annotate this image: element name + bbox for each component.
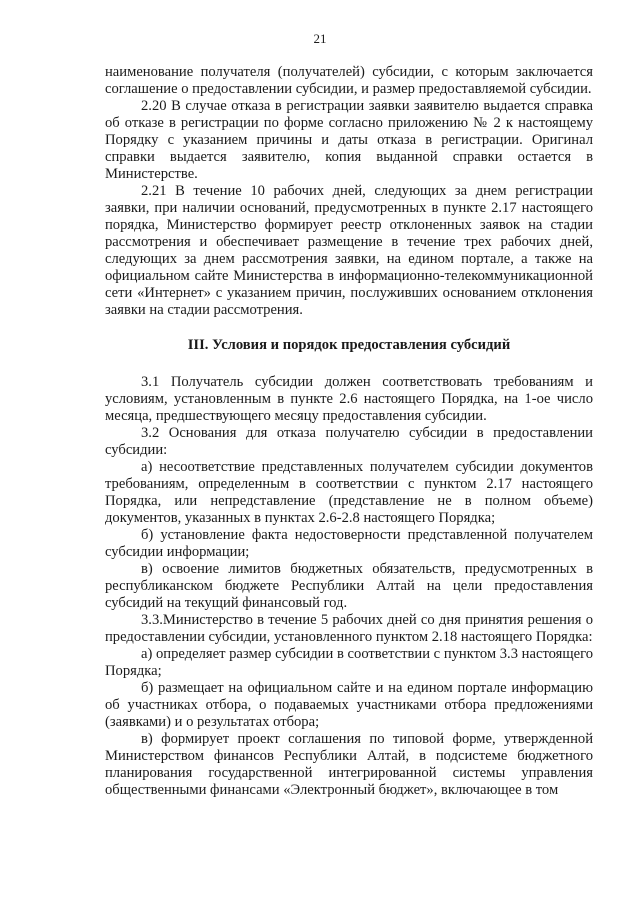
paragraph-recipient-name: наименование получателя (получателей) субсидии, с которым заключается соглашение о предоставлении субсидии, и размер предоставляемой субсидии. — [105, 64, 593, 97]
page-number: 21 — [313, 31, 327, 46]
paragraph-3-1: 3.1 Получатель субсидии должен соответствовать требованиям и условиям, установленным в пункте 2.6 настоящего Порядка, на 1-ое число месяца, предшествующего месяцу предоставления субсидии. — [105, 374, 593, 424]
paragraph-3-2-b: б) установление факта недостоверности представленной получателем субсидии информации; — [105, 527, 593, 560]
paragraph-2-21: 2.21 В течение 10 рабочих дней, следующих за днем регистрации заявки, при наличии оснований, предусмотренных в пункте 2.17 настоящего порядка, Министерство формирует реестр отклоненных заявок на стадии рассмотрения и обеспечивает размещение в течение трех рабочих дней, следующих за днем рассмотрения заявки, на едином портале, а также на официальном сайте Министерства в информационно-телекоммуникационной сети «Интернет» с указанием причин, послуживших основанием отклонения заявки на стадии рассмотрения. — [105, 183, 593, 318]
paragraph-3-3-b: б) размещает на официальном сайте и на едином портале информацию об участниках отбора, о подаваемых участниками отбора предложениями (заявками) и о результатах отбора; — [105, 680, 593, 730]
paragraph-3-3-a: а) определяет размер субсидии в соответствии с пунктом 3.3 настоящего Порядка; — [105, 646, 593, 679]
paragraph-3-2-c: в) освоение лимитов бюджетных обязательств, предусмотренных в республиканском бюджете Республики Алтай на цели предоставления субсидий на текущий финансовый год. — [105, 561, 593, 611]
paragraph-2-20: 2.20 В случае отказа в регистрации заявки заявителю выдается справка об отказе в регистрации по форме согласно приложению № 2 к настоящему Порядку с указанием причины и даты отказа в регистрации. Оригинал справки выдается заявителю, копия выданной справки остается в Министерстве. — [105, 98, 593, 182]
section-heading: III. Условия и порядок предоставления субсидий — [187, 337, 511, 353]
paragraph-3-3: 3.3.Министерство в течение 5 рабочих дней со дня принятия решения о предоставлении субсидии, установленного пунктом 2.18 настоящего Порядка: — [105, 612, 593, 645]
paragraph-3-3-c: в) формирует проект соглашения по типовой форме, утвержденной Министерством финансов Республики Алтай, в подсистеме бюджетного планирования государственной интегрированной системы управления общественными финансами «Электронный бюджет», включающее в том — [105, 731, 593, 798]
paragraph-3-2: 3.2 Основания для отказа получателю субсидии в предоставлении субсидии: — [105, 425, 593, 458]
document-body — [105, 64, 593, 799]
paragraph-3-2-a: а) несоответствие представленных получателем субсидии документов требованиям, определенным в соответствии с пунктом 2.17 настоящего Порядка, или непредставление (представление не в полном объеме) документов, указанных в пунктах 2.6-2.8 настоящего Порядка; — [105, 459, 593, 526]
